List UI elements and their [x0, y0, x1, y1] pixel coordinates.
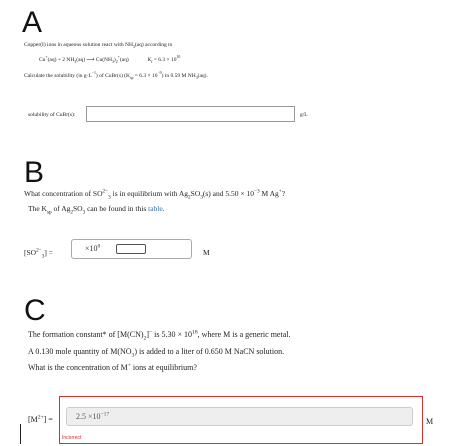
- section-a-calc-text: Calculate the solubility (in $g\cdot L^{-1}$) of CuBr(s) $(K_{sp} = 6.3 \times 10^{-9})$ in 0.59 M $NH_3(aq)$.: [24, 71, 208, 81]
- m2-answer-field[interactable]: [66, 407, 413, 426]
- section-b-question: What concentration of $SO^{2-}_3$ is in equilibrium with $Ag_2SO_3(s)$ and $5.50 \times 10^{-3}$ M Ag+?: [24, 188, 286, 201]
- section-a-letter: A: [22, 6, 43, 39]
- solubility-unit: g/L: [300, 112, 308, 118]
- solubility-label: solubility of CuBr(s):: [28, 112, 76, 118]
- section-b-letter: B: [24, 156, 45, 189]
- solubility-input[interactable]: [86, 106, 295, 122]
- so3-unit: M: [203, 248, 210, 257]
- input-cursor-bar: [20, 424, 21, 444]
- section-c-question-1: The formation constant* of $[M(CN)_2]^-$ is $5.30 \times 10^{18}$, where M is a generic metal.: [28, 329, 291, 342]
- section-c-letter: C: [24, 294, 46, 327]
- m2-answer-value: $2.5 \times 10^{-17}$: [76, 411, 110, 421]
- section-a-intro: Copper(I) ions in aqueous solution react with $NH_3(aq)$ according to: [24, 42, 173, 50]
- section-b-ksp-note: The $K_{sp}$ of $Ag_2SO_3$ can be found in this table.: [28, 204, 165, 216]
- so3-answer-value: $\times 10^0$: [85, 243, 101, 253]
- incorrect-status: Incorrect: [62, 435, 82, 441]
- so3-field-label: $[SO^{2-}_3]$ =: [24, 247, 53, 260]
- m2-field-label: $[M^{2+}]$ =: [28, 414, 53, 424]
- m2-unit: M: [426, 417, 434, 426]
- section-a-equation: Cu+(aq) + 2 $NH_3(aq)$ ⟶ $Cu(NH_3)_2^+(aq) K_f = 6.3 \times 10^{10}$: [39, 55, 181, 65]
- answer-feedback-frame: [59, 396, 423, 444]
- section-c-question-2: A 0.130 mole quantity of $M(NO_3)$ is added to a liter of 0.650 M NaCN solution.: [28, 347, 285, 359]
- ksp-table-link[interactable]: table: [148, 204, 163, 213]
- so3-answer-field[interactable]: [71, 239, 192, 259]
- section-c-question-3: What is the concentration of M+ ions at equilibrium?: [28, 362, 197, 372]
- exponent-input[interactable]: [116, 244, 146, 254]
